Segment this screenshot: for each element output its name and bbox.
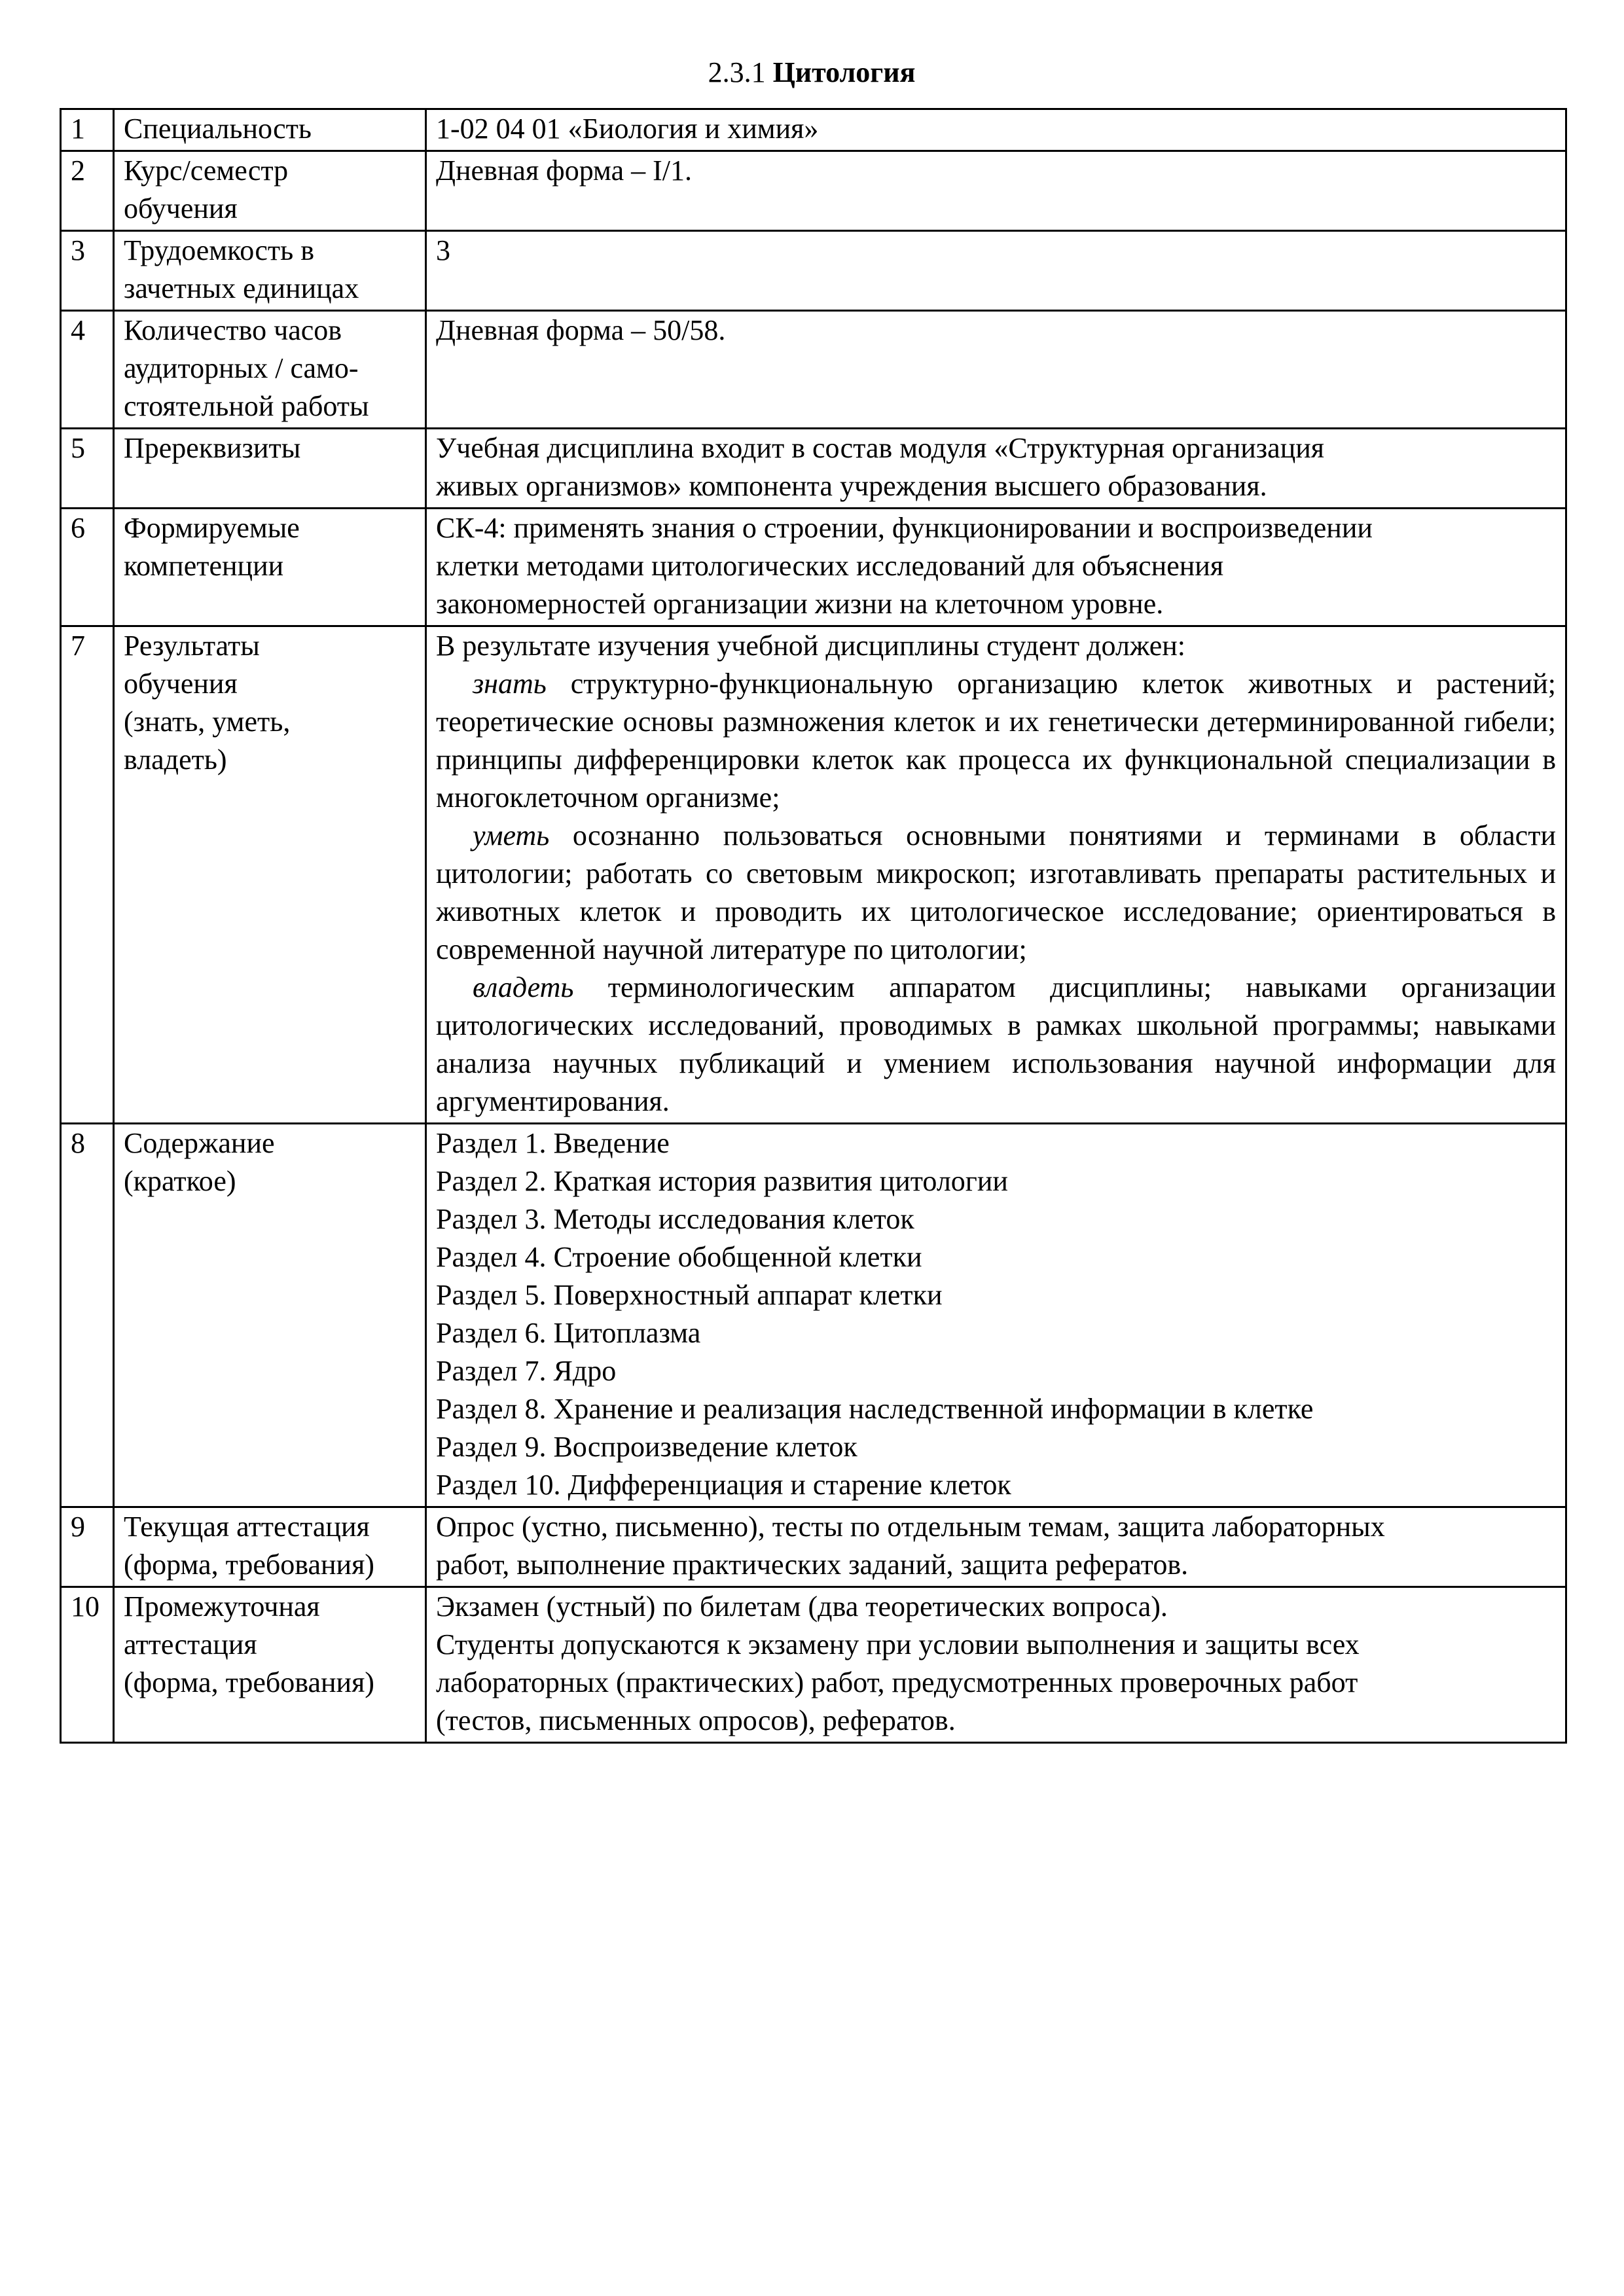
- row-value: [426, 626, 1566, 1124]
- row-value: [426, 509, 1566, 626]
- row-value-line: клетки методами цитологических исследований для объяснения: [436, 550, 1224, 582]
- row-label-line: Специальность: [124, 113, 312, 145]
- table-body: [61, 109, 1566, 1743]
- table-row: [61, 109, 1566, 151]
- row-value: [426, 1507, 1566, 1587]
- row-label-line: зачетных единицах: [124, 272, 359, 304]
- row-label-line: Курс/семестр: [124, 154, 289, 187]
- row-value-line: Экзамен (устный) по билетам (два теоретических вопроса).: [436, 1590, 1168, 1623]
- row-number: 10: [61, 1587, 114, 1743]
- section-item: Раздел 3. Методы исследования клеток: [436, 1203, 914, 1235]
- results-intro: В результате изучения учебной дисциплины студент должен:: [436, 630, 1186, 662]
- row-value: [426, 109, 1566, 151]
- row-label-line: стоятельной работы: [124, 390, 369, 422]
- table-row: [61, 151, 1566, 231]
- row-label-line: владеть): [124, 744, 227, 776]
- row-value-line: Учебная дисциплина входит в состав модуля «Структурная организация: [436, 432, 1325, 464]
- row-value-line: живых организмов» компонента учреждения высшего образования.: [436, 470, 1267, 502]
- row-value-line: закономерностей организации жизни на клеточном уровне.: [436, 588, 1164, 620]
- table-row: [61, 311, 1566, 429]
- row-label: [114, 1507, 426, 1587]
- row-label-line: обучения: [124, 192, 238, 224]
- row-value-line: Дневная форма – I/1.: [436, 154, 692, 187]
- results-keyword: знать: [473, 668, 547, 700]
- row-value: [426, 429, 1566, 509]
- row-label: [114, 1124, 426, 1507]
- row-label-line: Содержание: [124, 1127, 275, 1159]
- row-label: [114, 231, 426, 311]
- results-keyword: владеть: [473, 971, 574, 1003]
- row-number: 8: [61, 1124, 114, 1507]
- results-text: терминологическим аппаратом дисциплины; навыками организации цитологических исследований, проводимых в рамках школьной программы; навыками анализа научных публикаций и умением использования научной информации для аргументирования.: [436, 971, 1556, 1117]
- table-row: [61, 231, 1566, 311]
- row-value: [426, 1587, 1566, 1743]
- row-label: [114, 429, 426, 509]
- results-can-paragraph: [436, 817, 1556, 969]
- row-number: 4: [61, 311, 114, 429]
- row-label-line: обучения: [124, 668, 238, 700]
- row-value-line: Дневная форма – 50/58.: [436, 314, 726, 346]
- row-number: 2: [61, 151, 114, 231]
- row-label-line: (форма, требования): [124, 1549, 374, 1581]
- row-label-line: Промежуточная: [124, 1590, 320, 1623]
- row-label-line: Текущая аттестация: [124, 1511, 370, 1543]
- row-label-line: (форма, требования): [124, 1666, 374, 1698]
- row-label-line: Количество часов: [124, 314, 342, 346]
- title-text: Цитология: [772, 56, 916, 88]
- row-value-line: работ, выполнение практических заданий, защита рефератов.: [436, 1549, 1189, 1581]
- table-row: [61, 429, 1566, 509]
- row-number: 7: [61, 626, 114, 1124]
- row-value-line: Опрос (устно, письменно), тесты по отдельным темам, защита лабораторных: [436, 1511, 1385, 1543]
- row-label-line: Формируемые: [124, 512, 300, 544]
- table-row: [61, 1507, 1566, 1587]
- section-item: Раздел 10. Дифференциация и старение клеток: [436, 1469, 1011, 1501]
- row-label-line: Результаты: [124, 630, 260, 662]
- row-value-line: СК-4: применять знания о строении, функционировании и воспроизведении: [436, 512, 1373, 544]
- row-label-line: аттестация: [124, 1628, 257, 1660]
- row-value-line: 3: [436, 234, 450, 266]
- row-value: [426, 1124, 1566, 1507]
- row-label-line: (знать, уметь,: [124, 706, 291, 738]
- row-label: [114, 151, 426, 231]
- results-master-paragraph: [436, 969, 1556, 1121]
- row-label-line: Трудоемкость в: [124, 234, 314, 266]
- row-value-line: лабораторных (практических) работ, предусмотренных проверочных работ: [436, 1666, 1358, 1698]
- row-label: [114, 109, 426, 151]
- section-item: Раздел 6. Цитоплазма: [436, 1317, 701, 1349]
- row-label: [114, 626, 426, 1124]
- results-keyword: уметь: [473, 819, 550, 852]
- row-label: [114, 1587, 426, 1743]
- row-value-line: (тестов, письменных опросов), рефератов.: [436, 1704, 956, 1736]
- results-text: осознанно пользоваться основными понятиями и терминами в области цитологии; работать со световым микроскоп; изготавливать препараты растительных и животных клеток и проводить их цитологическое исследование; ориентироваться в современной научной литературе по цитологии;: [436, 819, 1556, 965]
- row-label-line: аудиторных / само-: [124, 352, 359, 384]
- results-text: структурно-функциональную организацию клеток животных и растений; теоретические основы размножения клеток и их генетически детерминированной гибели; принципы дифференцировки клеток как процесса их функциональной специализации в многоклеточном организме;: [436, 668, 1556, 814]
- discipline-table: [60, 108, 1567, 1744]
- section-item: Раздел 9. Воспроизведение клеток: [436, 1431, 857, 1463]
- row-value-line: Студенты допускаются к экзамену при условии выполнения и защиты всех: [436, 1628, 1360, 1660]
- results-know-paragraph: [436, 665, 1556, 817]
- row-label-line: Пререквизиты: [124, 432, 301, 464]
- row-label: [114, 509, 426, 626]
- row-label-line: компетенции: [124, 550, 284, 582]
- title-number: 2.3.1: [708, 56, 766, 88]
- row-number: 5: [61, 429, 114, 509]
- section-item: Раздел 1. Введение: [436, 1127, 670, 1159]
- row-value: [426, 151, 1566, 231]
- row-number: 6: [61, 509, 114, 626]
- row-number: 3: [61, 231, 114, 311]
- table-row: [61, 509, 1566, 626]
- row-label: [114, 311, 426, 429]
- table-row-results: [61, 626, 1566, 1124]
- table-row-content: [61, 1124, 1566, 1507]
- section-item: Раздел 8. Хранение и реализация наследственной информации в клетке: [436, 1393, 1314, 1425]
- page-title: [59, 52, 1564, 93]
- section-item: Раздел 7. Ядро: [436, 1355, 617, 1387]
- row-number: 9: [61, 1507, 114, 1587]
- row-number: 1: [61, 109, 114, 151]
- table-row: [61, 1587, 1566, 1743]
- row-value: [426, 231, 1566, 311]
- row-value: [426, 311, 1566, 429]
- section-item: Раздел 5. Поверхностный аппарат клетки: [436, 1279, 943, 1311]
- row-label-line: (краткое): [124, 1165, 236, 1197]
- section-item: Раздел 2. Краткая история развития цитологии: [436, 1165, 1008, 1197]
- row-value-line: 1-02 04 01 «Биология и химия»: [436, 113, 819, 145]
- section-item: Раздел 4. Строение обобщенной клетки: [436, 1241, 922, 1273]
